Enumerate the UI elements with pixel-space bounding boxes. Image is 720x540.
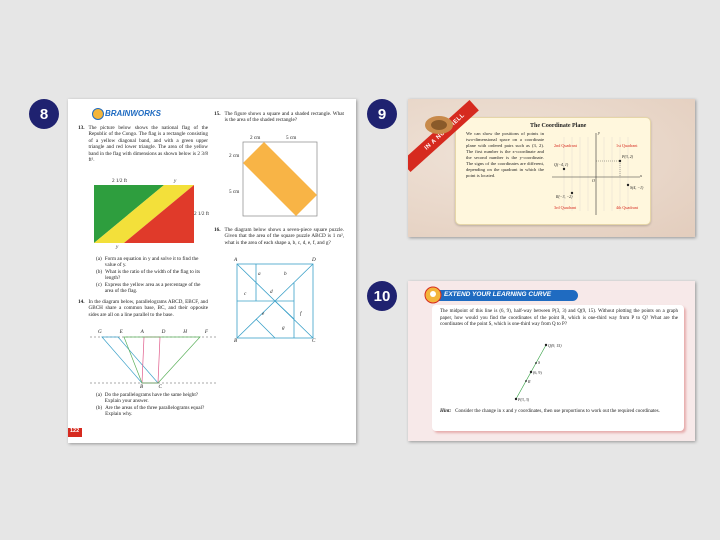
q13-part-b-text: What is the ratio of the width of the flag to its length? (105, 268, 201, 282)
congo-flag (94, 185, 194, 243)
q15-label-left-b: 5 cm (229, 189, 240, 195)
q14-part-a (96, 392, 208, 405)
q13-number: 13. (78, 125, 85, 131)
label-b: B (140, 384, 144, 390)
quadrant-3-label: 3rd Quadrant (554, 205, 577, 210)
q13-part-a-text: Form an equation in y and solve it to find the value of y. (104, 256, 199, 269)
point-s-label: S(4, −1) (630, 185, 644, 190)
q16-number: 16. (214, 227, 221, 233)
parallelogram-diagram (90, 329, 216, 391)
label-e: E (119, 329, 123, 335)
tangram-puzzle (236, 263, 314, 339)
label-c: C (158, 384, 162, 390)
point-r (525, 380, 527, 382)
brainworks-title: BRAINWORKS (105, 109, 161, 118)
flag-label-bottom: y (116, 244, 119, 250)
page-badge-8: 8 (29, 99, 59, 129)
quadrant-1-label: 1st Quadrant (616, 143, 638, 148)
point-s-label: S (538, 360, 540, 365)
label-f: F (204, 329, 208, 335)
parallelogram-abcd (142, 337, 160, 383)
point-q (545, 344, 547, 346)
q15-label-left-a: 2 cm (229, 153, 240, 159)
q15-label-top-a: 2 cm (250, 135, 261, 141)
point-s (535, 362, 537, 364)
q16-corner-a: A (234, 257, 238, 263)
hint-text: Consider the change in x and y coordinates, then use proportions to work out the required coordinates. (455, 409, 660, 414)
q13-part-a (96, 256, 208, 269)
q15-label-top-b: 5 cm (286, 135, 297, 141)
brainworks-logo (92, 107, 161, 121)
label-h: H (183, 329, 187, 335)
piece-d: d (270, 289, 273, 295)
q16-block (214, 227, 344, 246)
x-axis-label: x (640, 173, 642, 178)
lightbulb-icon (424, 286, 442, 304)
point-p (619, 160, 621, 162)
hint-block (440, 409, 676, 416)
shaded-rectangle (243, 142, 317, 216)
q14-part-b-key: (b) (96, 404, 103, 411)
q13-part-c (96, 282, 208, 295)
piece-c: c (244, 291, 247, 297)
point-q (563, 168, 565, 170)
label-a: A (140, 329, 144, 335)
piece-a: a (258, 271, 261, 277)
flag-label-right: 2 1/2 ft (194, 211, 209, 217)
piece-f: f (300, 311, 302, 317)
textbook-page-8 (68, 99, 356, 443)
parallelogram-gbch (102, 337, 158, 383)
y-axis-label: y (598, 130, 600, 135)
point-r-label: R (528, 379, 531, 384)
coordinate-plane-text: We can show the positions of points in two-dimensional space on a coordinate plane with ordered pairs such as (3, 2). The first number is the x-coordinate and the second number is the y-coordinate. The signs of the coordinates are different, depending on the quadrant in which the point is located. (466, 131, 544, 178)
q14-part-a-key: (a) (96, 392, 102, 398)
point-p-label: P(3, 3) (518, 397, 530, 402)
q16-corner-d: D (312, 257, 316, 263)
point-r-label: R(−3, −2) (556, 194, 573, 199)
q13-part-a-key: (a) (96, 256, 102, 262)
flag-label-left: 2 1/2 ft (112, 178, 127, 184)
q14-part-b (96, 405, 208, 418)
point-mid-label: (6, 9) (533, 370, 542, 375)
page-number: 122 (70, 428, 80, 434)
q13-part-b-key: (b) (96, 268, 103, 275)
piece-e: e (262, 311, 265, 317)
point-q-label: Q(9, 15) (548, 343, 562, 348)
piece-b: b (284, 271, 287, 277)
origin-label: O (592, 178, 595, 183)
q13-block (78, 125, 208, 163)
q14-block (78, 299, 208, 318)
q15-text: The figure shows a square and a shaded rectangle. What is the area of the shaded rectangle? (224, 111, 344, 124)
quadrant-4-label: 4th Quadrant (616, 205, 638, 210)
q14-number: 14. (78, 299, 85, 305)
nutshell-banner: IN A (423, 138, 438, 152)
piece-g: g (282, 325, 285, 331)
point-mid (530, 371, 532, 373)
q15-block (214, 111, 344, 124)
point-p (515, 398, 517, 400)
point-s (627, 184, 629, 186)
q13-text: The picture below shows the national flag of the Republic of the Congo. The flag is a rectangle consisting of a yellow diagonal band, and with a green upper triangle and red lower triangle. The area of the yellow band in the flag with dimensions as shown below is 2 3/8 ft². (88, 125, 208, 164)
q16-corner-c: C (312, 338, 316, 344)
q15-number: 15. (214, 111, 221, 117)
q13-part-c-text: Express the yellow area as a percentage of the area of the flag. (104, 281, 201, 295)
q14-text: In the diagram below, parallelograms ABCD, EBCF, and GBCH share a common base, BC, and their opposite sides are all on a line parallel to the base. (88, 299, 208, 318)
square-with-rectangle (242, 141, 318, 217)
quadrant-2-label: 2nd Quadrant (554, 143, 577, 148)
point-q-label: Q(−4, 1) (554, 162, 569, 167)
flag-label-top: y (174, 178, 177, 184)
parallelogram-ebcf (124, 337, 200, 383)
q14-part-a-text: Do the parallelograms have the same height? Explain your answer. (104, 392, 199, 405)
page-badge-10: 10 (367, 281, 397, 311)
line-segment-pq (512, 341, 552, 403)
q16-corner-b: B (234, 338, 238, 344)
textbook-page-10 (408, 281, 695, 441)
coordinate-plane-title: The Coordinate Plane (530, 123, 587, 129)
q13-part-b (96, 269, 208, 282)
label-g: G (98, 329, 102, 335)
q14-top-labels (98, 329, 208, 335)
extend-question-text: The midpoint of this line is (6, 9), half-way between P(3, 3) and Q(9, 15). Without plotting the points on a graph paper, how would you find the coordinates of the point R, which is one-third way from P to Q? What are the coordinates of the point S, which is one-third way from Q to P? (440, 309, 678, 328)
q14-bottom-labels (140, 384, 162, 390)
q14-part-b-text: Are the areas of the three parallelograms equal? Explain why. (105, 404, 205, 418)
extend-banner: EXTEND YOUR LEARNING CURVE (444, 291, 552, 298)
q13-part-c-key: (c) (96, 281, 102, 288)
textbook-page-9 (408, 99, 695, 237)
label-d: D (161, 329, 166, 335)
walnut-icon (422, 113, 456, 137)
point-p-label: P(3, 2) (622, 154, 634, 159)
hint-label: Hint: (440, 409, 452, 414)
q16-text: The diagram below shows a seven-piece square puzzle. Given that the area of the square puzzle ABCD is 1 m², what is the area of each shape a, b, c, d, e, f, and g? (224, 227, 344, 246)
page-badge-9: 9 (367, 99, 397, 129)
